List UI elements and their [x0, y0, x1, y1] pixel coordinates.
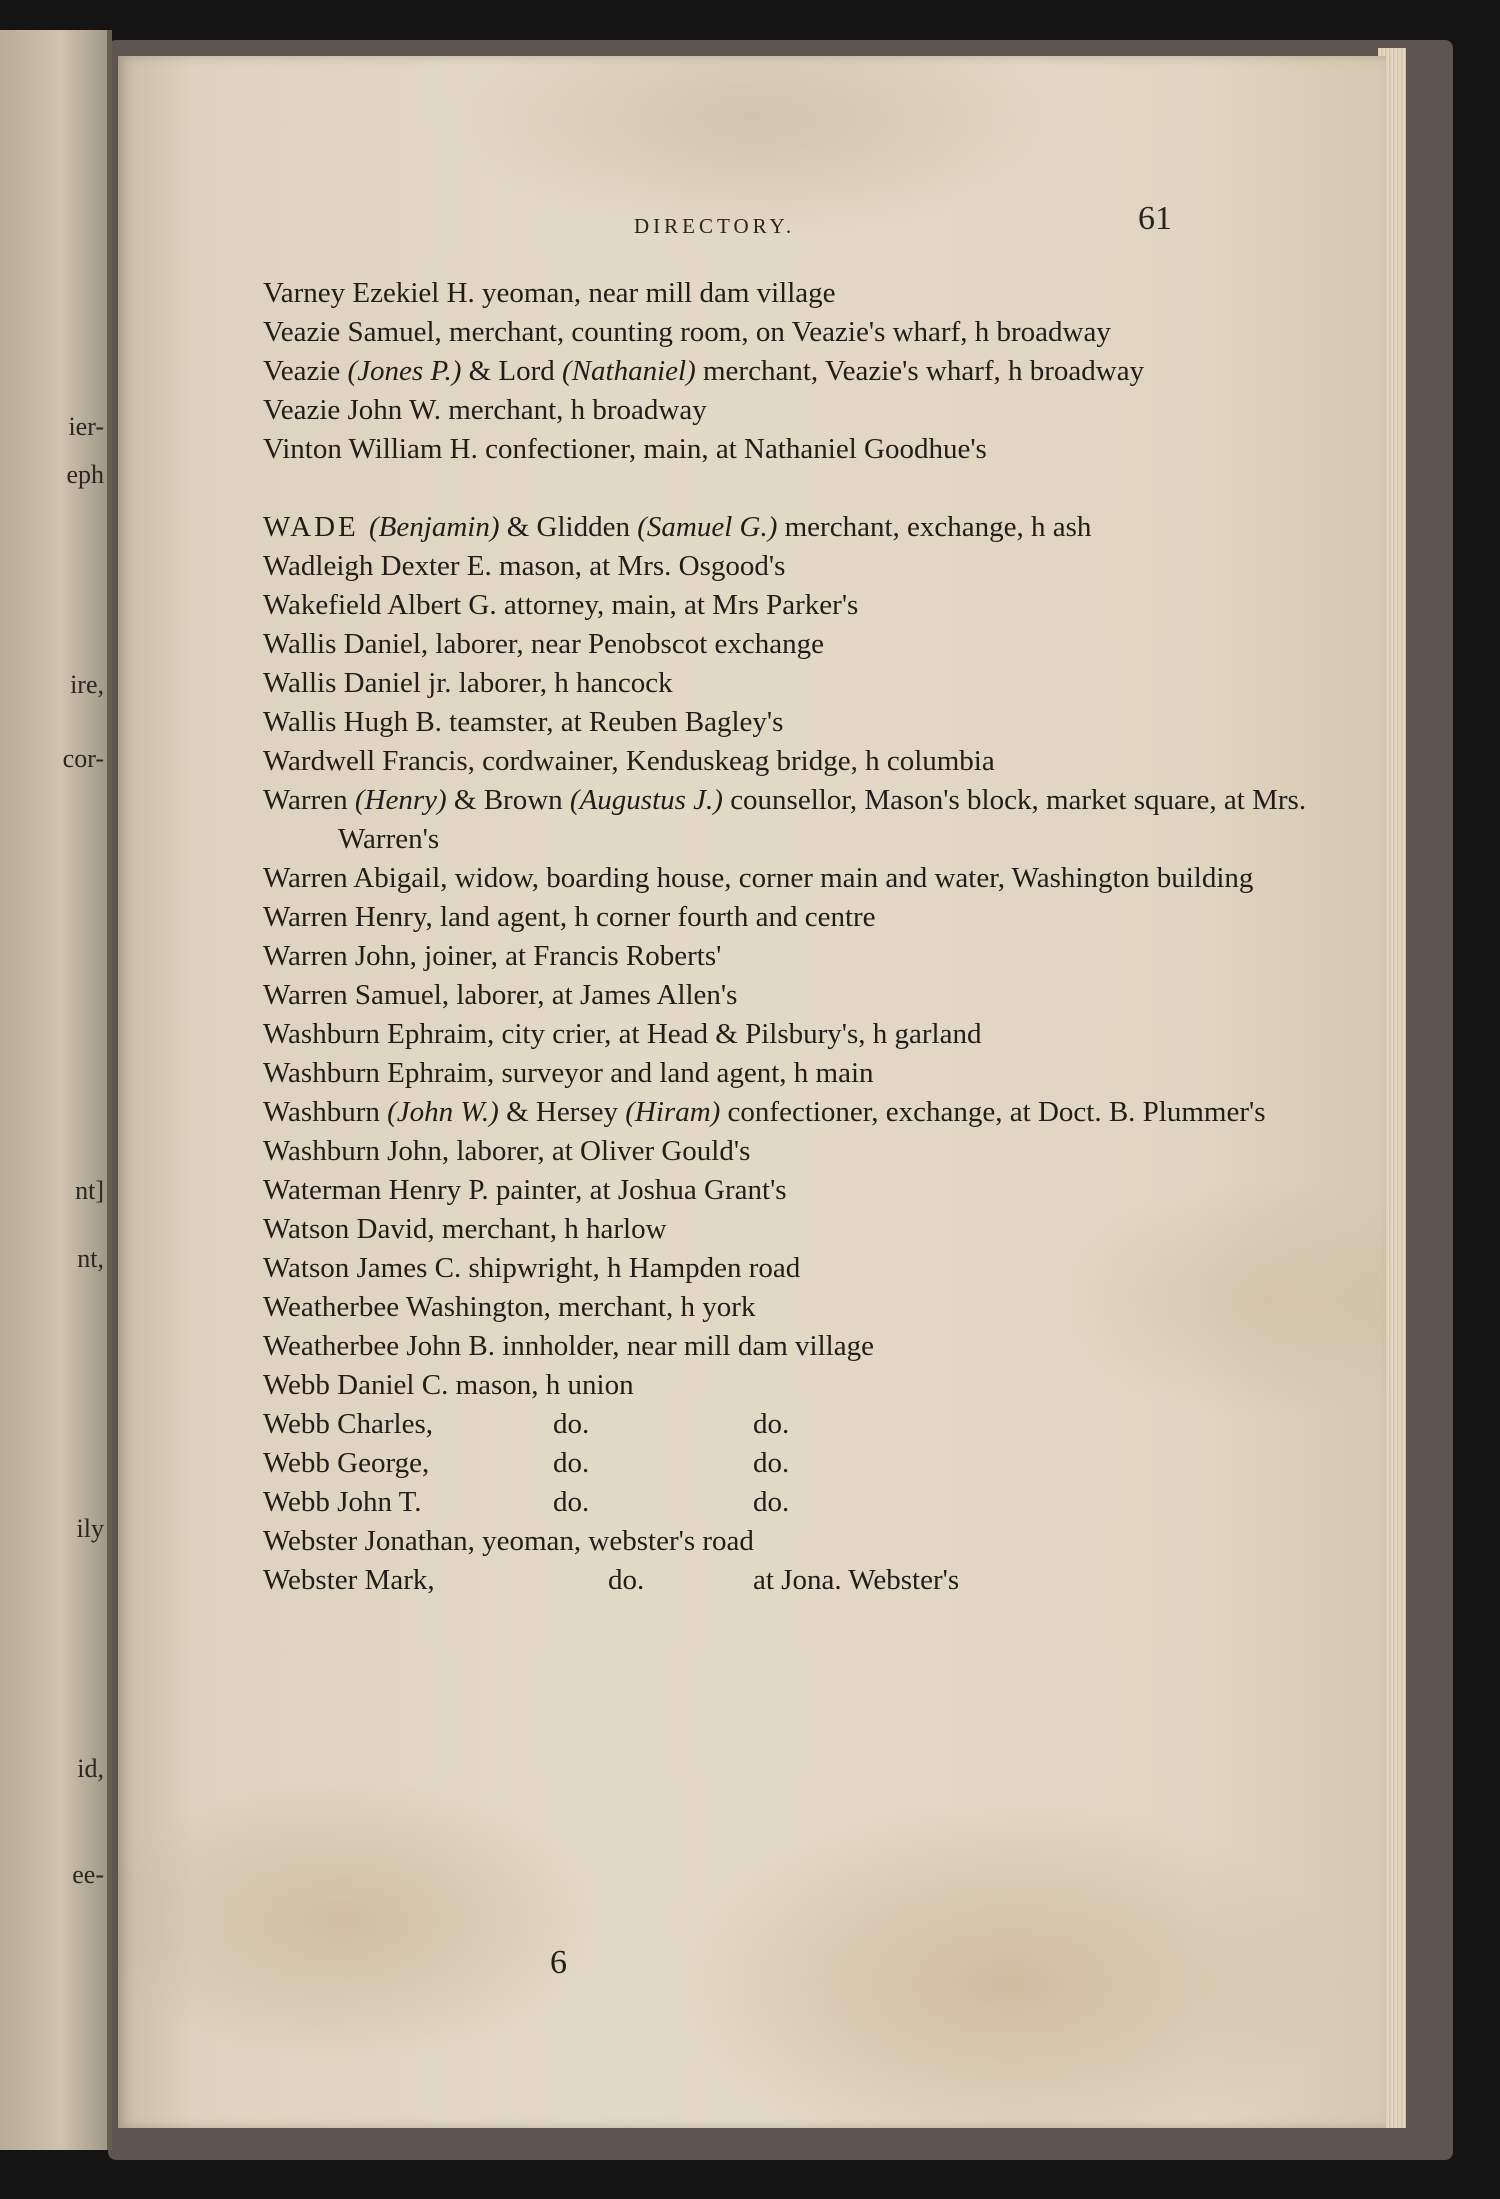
- page-header: [118, 200, 1386, 250]
- entry-italic: (Nathaniel): [562, 355, 696, 387]
- entry-name: Webb Charles,: [263, 1408, 434, 1440]
- entry-detail: at Jona. Webster's: [753, 1564, 960, 1596]
- entry-name: WADE: [263, 511, 370, 543]
- ditto-mark: do.: [753, 1408, 790, 1440]
- directory-entry: Waterman Henry P. painter, at Joshua Grant's: [263, 1174, 787, 1206]
- directory-entry: Weatherbee John B. innholder, near mill dam village: [263, 1330, 874, 1362]
- running-head: DIRECTORY.: [634, 214, 796, 238]
- left-fragment: cor-: [62, 744, 104, 773]
- directory-entry: [263, 1093, 1343, 1132]
- directory-entry: Varney Ezekiel H. yeoman, near mill dam village: [263, 277, 836, 309]
- directory-entry: Warren John, joiner, at Francis Roberts': [263, 940, 722, 972]
- entry-name: Webb John T.: [263, 1486, 422, 1518]
- entry-name: & Brown: [446, 784, 570, 816]
- gutter-shadow: [107, 30, 112, 2150]
- page-number: 61: [1138, 200, 1172, 237]
- directory-entry: Webb Daniel C. mason, h union: [263, 1369, 634, 1401]
- entry-detail: counsellor, Mason's block, market square, at Mrs. Warren's: [338, 784, 1307, 855]
- ditto-mark: do.: [553, 1447, 590, 1479]
- entry-name: Warren: [263, 784, 355, 816]
- directory-entry: Wardwell Francis, cordwainer, Kenduskeag bridge, h columbia: [263, 745, 995, 777]
- directory-entry: Webster Jonathan, yeoman, webster's road: [263, 1525, 754, 1557]
- directory-entry: Wallis Hugh B. teamster, at Reuben Bagley's: [263, 706, 784, 738]
- directory-entry: Veazie Samuel, merchant, counting room, on Veazie's wharf, h broadway: [263, 316, 1111, 348]
- left-page-edge: [0, 30, 112, 2150]
- ditto-mark: do.: [608, 1564, 645, 1596]
- directory-entry: Veazie John W. merchant, h broadway: [263, 394, 707, 426]
- ditto-mark: do.: [553, 1408, 590, 1440]
- directory-entry: Warren Abigail, widow, boarding house, corner main and water, Washington building: [263, 862, 1254, 894]
- ditto-mark: do.: [753, 1486, 790, 1518]
- directory-entry: Wakefield Albert G. attorney, main, at Mrs Parker's: [263, 589, 859, 621]
- directory-entry: Watson James C. shipwright, h Hampden road: [263, 1252, 801, 1284]
- entry-italic: (Jones P.): [347, 355, 462, 387]
- directory-entry: Washburn Ephraim, city crier, at Head & Pilsbury's, h garland: [263, 1018, 982, 1050]
- left-fragment: id,: [77, 1754, 104, 1783]
- directory-entry-do: [263, 1483, 1343, 1522]
- left-fragment: nt,: [77, 1244, 104, 1273]
- entry-name: Webb George,: [263, 1447, 430, 1479]
- directory-entry: Weatherbee Washington, merchant, h york: [263, 1291, 756, 1323]
- directory-entry: Warren Samuel, laborer, at James Allen's: [263, 979, 738, 1011]
- directory-entry: Warren Henry, land agent, h corner fourth and centre: [263, 901, 876, 933]
- directory-entries: [263, 274, 1343, 1600]
- left-fragment: ily: [76, 1514, 104, 1543]
- directory-entry-do: [263, 1405, 1343, 1444]
- directory-entry: [263, 352, 1343, 391]
- entry-detail: merchant, Veazie's wharf, h broadway: [695, 355, 1145, 387]
- directory-entry-do: [263, 1444, 1343, 1483]
- entry-italic: (Samuel G.): [637, 511, 778, 543]
- ditto-mark: do.: [553, 1486, 590, 1518]
- left-fragment: ee-: [72, 1860, 104, 1889]
- entry-detail: merchant, exchange, h ash: [777, 511, 1092, 543]
- directory-entry: Wallis Daniel, laborer, near Penobscot exchange: [263, 628, 824, 660]
- directory-page: [118, 56, 1386, 2128]
- entry-italic: (Benjamin): [369, 511, 500, 543]
- entry-name: Webster Mark,: [263, 1564, 435, 1596]
- directory-entry: [263, 781, 1343, 859]
- directory-entry: Vinton William H. confectioner, main, at Nathaniel Goodhue's: [263, 433, 987, 465]
- directory-entry: Washburn Ephraim, surveyor and land agent, h main: [263, 1057, 874, 1089]
- signature-mark: 6: [550, 1944, 567, 1981]
- left-fragment: ier-: [68, 412, 104, 441]
- directory-entry-do: [263, 1561, 1343, 1600]
- directory-entry: Washburn John, laborer, at Oliver Gould's: [263, 1135, 751, 1167]
- ditto-mark: do.: [753, 1447, 790, 1479]
- left-fragment: ire,: [70, 670, 104, 699]
- directory-entry: Watson David, merchant, h harlow: [263, 1213, 667, 1245]
- entry-name: & Glidden: [499, 511, 638, 543]
- left-fragment: nt]: [75, 1176, 104, 1205]
- entry-name: & Lord: [461, 355, 563, 387]
- directory-entry: [263, 508, 1343, 547]
- entry-italic: (John W.): [387, 1096, 499, 1128]
- entry-italic: (Hiram): [625, 1096, 721, 1128]
- directory-entry: Wadleigh Dexter E. mason, at Mrs. Osgood's: [263, 550, 786, 582]
- left-fragment: eph: [66, 460, 104, 489]
- directory-entry: Wallis Daniel jr. laborer, h hancock: [263, 667, 673, 699]
- entry-name: Washburn: [263, 1096, 388, 1128]
- entry-detail: confectioner, exchange, at Doct. B. Plummer's: [720, 1096, 1266, 1128]
- entry-italic: (Henry): [354, 784, 447, 816]
- entry-name: & Hersey: [498, 1096, 626, 1128]
- entry-italic: (Augustus J.): [569, 784, 723, 816]
- entry-name: Veazie: [263, 355, 348, 387]
